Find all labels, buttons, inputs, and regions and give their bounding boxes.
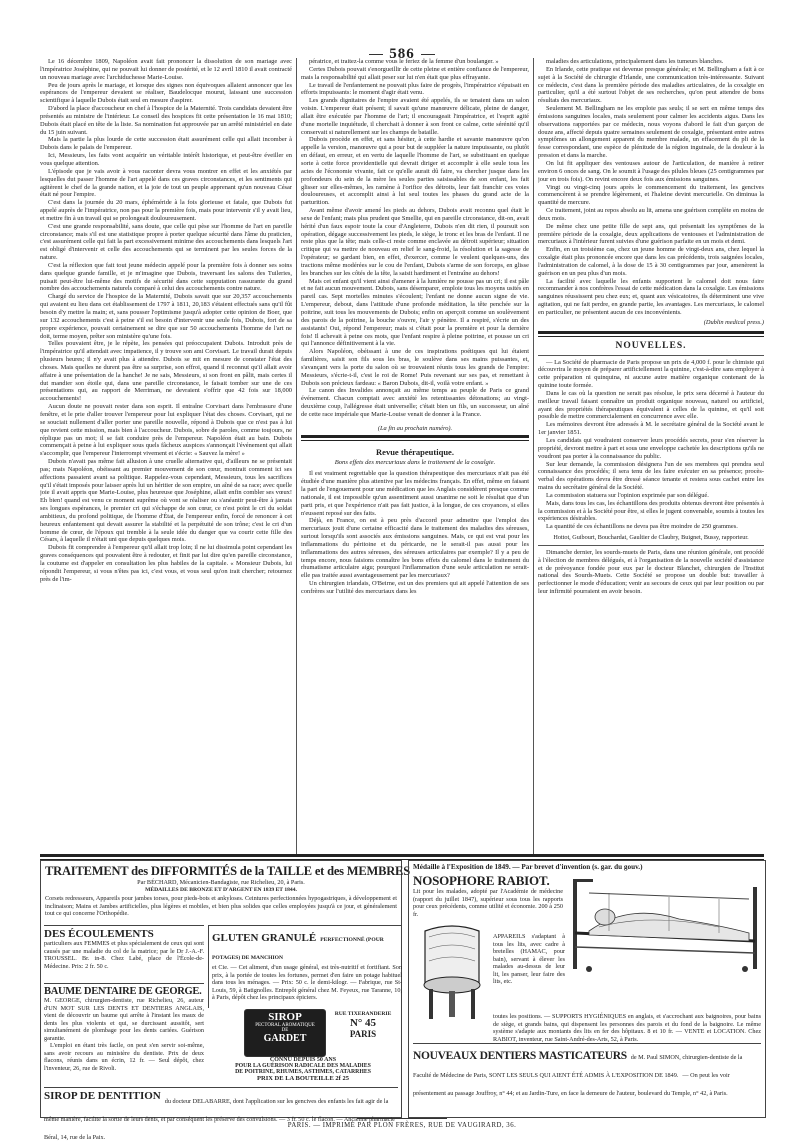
section-divider	[301, 435, 529, 441]
ad-block-right	[408, 860, 766, 1118]
ad-ecoulements	[44, 925, 204, 970]
sirop-name: SIROP	[268, 1011, 302, 1023]
ad-title: Médaille à l'Exposition de 1849. — Par brevet d'invention (s. gar. du gouv.)	[413, 863, 643, 871]
column-divider	[533, 58, 534, 854]
commode-chair-illustration	[415, 923, 489, 1023]
ad-sirop-gardet	[208, 1009, 398, 1083]
paragraph: Dimanche dernier, les sourds-muets de Paris, dans une réunion générale, ont procédé à l'élection de membres délégués, et à l'organisation de la nouvelle société d'assistance et de prévoyance fondée pour eux par le docteur Blanchet, chirurgien de l'Institut national des Sourds-Muets. Cette Société se propose un double but: travailler à perfectionner le mode d'éducation; venir au secours de ceux qui par leur position ou par leur infirmité pourraient en avoir besoin.	[538, 548, 764, 596]
column-3	[538, 58, 764, 854]
ad-body: particuliers aux FEMMES et plus spécialement de ceux qui sont causés par une maladie du col de la matrice; par le Dr J.-A.-F. TROUSSEL. Br. in-8. Chez Labé, place de l'École-de-Médecine. Prix: 2 fr. 50 c.	[44, 940, 204, 970]
paragraph: Le 16 décembre 1809, Napoléon avait fait prononcer la dissolution de son mariage avec l'impératrice Joséphine, qui ne pouvait lui donner de postérité, et le 12 avril 1810 il avait contracté un nouveau mariage avec l'archiduchesse Marie-Louise.	[40, 58, 292, 81]
signatories: Hottot, Guibourt, Bouchardat, Gaultier de Claubry, Buignet, Bussy, rapporteur.	[553, 534, 749, 542]
paragraph: La quantité de ces échantillons ne devra pas être moindre de 250 grammes.	[546, 523, 738, 531]
paragraph: Ce traitement, joint au repos absolu au lit, amena une guérison complète en moins de deux mois.	[538, 207, 764, 222]
paragraph: Les mémoires devront être adressés à M. le secrétaire général de la Société avant le 1er janvier 1851.	[538, 421, 764, 437]
revue-subtitle: Bons effets des mercuriaux dans le traitement de la coxalgie.	[334, 458, 496, 466]
paragraph: Peu de jours après le mariage, et lorsque des signes non équivoques allaient annoncer que les espérances de l'empereur devaient se réaliser, Baudelocque mourut, laissant une succession scientifique à laquelle Dubois était seul en mesure d'aspirer.	[40, 81, 292, 105]
ad-body: M. GEORGE, chirurgien-dentiste, rue Richelieu, 26, auteur d'UN MOT SUR LES DENTS ET DENTIERS ANGLAIS, vient de découvrir un baume qui arrête à l'instant les maux de dents les plus violents et qui, se durcissant aussitôt, sert simultanément de plombage pour les dents cariées. Guérison garantie.	[44, 997, 204, 1042]
paragraph: Il est vraiment regrettable que la question thérapeutique des mercuriaux n'ait pas été étudiée d'une manière plus attentive par les médecins français. En effet, même en faisant la part de l'engouement pour une médication que les Anglais considèrent presque comme nationale, il est impossible qu'un assentiment aussi unanime ne soit le résultat que d'un parti pris, et que l'expérience n'ait pas fait justice, à la longue, de ces croyances, si elles n'eussent reposé sur des faits.	[301, 470, 529, 517]
divider	[538, 355, 764, 356]
appareils-body: toutes les positions. — SUPPORTS HYGIÉNIQUES en anglais, et s'accrochant aux baignoires, pour bains de siège, et grands bains, qui dispensent les personnes des parois et du fond de la baignoire. Le même système s'adapte aux montants des lits en fer des hôpitaux. 8 et 10 fr. — VENTE et LOCATION. Chez RABIOT, inventeur, rue Saint-André-des-Arts, 52, à Paris.	[493, 1013, 761, 1043]
paragraph: Dubois procède en effet, et sans hésiter, à cette hardie et savante manœuvre qu'on appelle la version, manœuvre qui a pour but de suppléer la nature impuissante, ou plutôt en défaut, en erreur, et en vertu de laquelle l'homme de l'art, se substituant en quelque sorte à cette force providentielle qui devrait diriger et accomplir à elle seule tous les actes de l'économie vivante, fait ce qu'elle aurait dû faire, va chercher jusque dans les profondeurs du sein de la mère les seules parties saisissables de son enfant, les fait glisser sur elles-mêmes, les ramène à l'orifice des détroits, leur fait franchir ces voies douloureuses, et accomplit ainsi à lui seul toutes les phases du grand acte de la parturition.	[301, 136, 529, 207]
column-2	[301, 58, 529, 854]
paragraph: Alors Napoléon, obéissant à une de ces inspirations poétiques qui lui étaient familières, saisit son fils sous les bras, le soulève dans ses mains puissantes, et, s'avançant vers la porte du salon où se trouvaient réunis tous les grands de l'empire: Messieurs, s'écrie-t-il, c'est le roi de Rome! Puis revenant sur ses pas, et remettant à Dubois son précieux fardeau: « Baron Dubois, dit-il, voilà votre enfant. »	[301, 348, 529, 387]
imprint-footer: PARIS. — IMPRIMÉ PAR PLON FRÈRES, RUE DE VAUGIRARD, 36.	[40, 1118, 764, 1129]
paragraph: Ici, Messieurs, les faits vont acquérir un véritable intérêt historique, et peut-être éveiller en vous quelque attention.	[40, 152, 292, 167]
paragraph: Chargé du service de l'hospice de la Maternité, Dubois savait que sur 20,357 accouchements qui avaient eu lieu dans cet établissement de 1797 à 1811, 20,183 s'étaient effectués sans qu'il fût besoin d'y mettre la main; et, sans pousser l'optimisme jusqu'à adopter cette opinion de Boer, que sur 132 accouchements c'est à peine s'il est besoin d'intervenir une seule fois, Dubois, fort de sa propre expérience, pouvait certainement se dire que sur 50 accouchements l'homme de l'art ne doit, terme moyen, prêter son ministère qu'une fois.	[40, 293, 292, 340]
paragraph: Déjà, en France, on est à peu près d'accord pour admettre que l'emploi des mercuriaux jouit d'une certaine efficacité dans le traitement des maladies des séreuses, surtout lorsqu'ils sont associés aux émissions sanguines. Mais, ce qui est vrai pour les inflammations du péritoine et du péricarde, ne le serait-il pas aussi pour les inflammations des autres séreuses, des séreuses articulaires par exemple? Il y a peu de temps encore, nous faisions connaître les bons effets du calomel dans le traitement du rhumatisme articulaire aigu; pourquoi l'inflammation d'une seule articulation ne serait-elle pas traitée aussi avantageusement par les mercuriaux?	[301, 517, 529, 580]
sirop-label	[244, 1009, 326, 1057]
ad-title: DES ÉCOULEMENTS	[44, 928, 154, 940]
paragraph: Mais, dans tous les cas, les échantillons des produits obtenus devront être présentés à la commission et à la Société pour être, si elles le jugent convenable, soumis à toutes les expériences désirables.	[538, 499, 764, 523]
ad-sirop-dentition	[44, 1087, 398, 1144]
paragraph: Seulement M. Bellingham ne les emploie pas seuls; il se sert en même temps des émissions sanguines locales, mais seulement pour calmer les accidents aigus. Dans les observations rapportées par ce médecin, nous voyons d'abord le fait d'un garçon de douze ans, affecté depuis quatre semaines seulement de coxalgie, présentant entre autres symptômes un allongement apparent du membre malade, un effacement du pli de la fesse correspondant, une espèce de plénitude de la région inguinale, de la douleur à la pression et dans la marche.	[538, 105, 764, 160]
ad-body: Corsets redresseurs, Appareils pour jambes torses, pour pieds-bots et ankyloses. Ceintures perfectionnées hypogastriques, à développement et inclinaison; Mains et Jambes artificielles, plus légères et mobiles, et bien plus solides que celles employées jusqu'à ce jour, et généralement tout ce qui concerne l'Orthopédie.	[45, 895, 397, 917]
ad-bechard	[45, 864, 410, 918]
ad-medals: MÉDAILLES DE BRONZE ET D'ARGENT EN 1839 ET 1844.	[145, 886, 297, 893]
ad-title: TRAITEMENT des DIFFORMITÉS de la TAILLE et des MEMBRES	[45, 864, 410, 878]
column-1	[40, 58, 292, 854]
paragraph: Dubois n'avait pas même fait allusion à une cruelle alternative qui, d'ailleurs ne se présentait pas; mais Napoléon, obéissant au premier mouvement de son cœur, montrait comment ici ses affections passaient avant sa politique. Rappelez-vous cependant, Messieurs, tous les sacrifices qu'il s'était imposés pour laisser après lui un héritier de son empire, un aîné de sa race; avec quelle joie il avait appris que Marie-Louise, plus heureuse que Joséphine, allait enfin combler ses vœux! Eh bien! quand est venu ce moment suprême où vont se réaliser ou s'anéantir peut-être à jamais ses longues espérances, le premier cri qui s'échappe de son cœur, ce n'est point le cri du soldat ambitieux, du profond politique, de l'homme d'État, de l'empereur enfin, forcé de renoncer à cet heureux enfantement qui devait assurer la stabilité et la perpétuité de son trône; c'est le cri d'un homme de cœur, de l'époux qui tremble à la seule idée du danger que va courir cette fille des Césars, à laquelle il n'était uni que depuis quelques mois.	[40, 458, 292, 544]
divider	[538, 545, 764, 546]
paragraph: Dubois fit comprendre à l'empereur qu'il allait trop loin; il ne lui dissimula point cependant les graves conséquences qui pouvaient être à redouter, et finit par lui dire qu'en pareille circonstance, la coutume est d'appeler en consultation les plus habiles de la capitale. « Monsieur Dubois, lui répondit l'empereur, si vous n'êtes pas ici, c'est vous, et vous seul qu'on irait chercher; retournez près de l'im-	[40, 544, 292, 583]
article-columns	[40, 58, 764, 854]
ad-subtitle: Par BÉCHARD, Mécanicien-Bandagiste, rue Richelieu, 20, à Paris.	[137, 879, 305, 886]
sirop-number: N° 45	[349, 1017, 377, 1029]
section-divider	[538, 331, 764, 337]
paragraph: Mais la partie la plus lourde de cette succession était assurément celle qui allait incomber à Dubois dans le palais de l'empereur.	[40, 136, 292, 152]
paragraph: D'abord la place d'accoucheur en chef à l'hospice de la Maternité. Trois candidats devaient être présentés au ministre de l'intérieur. Le conseil des hospices fit cette présentation le 16 mai 1810; Dubois était placé en tête de la liste. Sa nomination fut approuvée par un arrêté ministériel en date du 15 juin suivant.	[40, 105, 292, 136]
paragraph: C'est une grande responsabilité, sans doute, que celle qui pèse sur l'homme de l'art en pareille circonstance; mais s'il est une statistique propre à porter quelque sécurité dans l'âme du praticien, c'est assurément celle qui fait la part excessivement minime des accouchements dans lesquels l'art est obligé d'intervenir et celle des accouchements qui se terminent par les seules forces de la nature.	[40, 222, 292, 262]
continued-note: (La fin au prochain numéro).	[377, 424, 453, 432]
paragraph: Vingt ou vingt-cinq jours après le commencement du traitement, les gencives commencèrent à se prendre légèrement, et l'haleine devint mercurielle. On diminua la quantité de mercure.	[538, 183, 764, 207]
paragraph: On lui fit appliquer des ventouses autour de l'articulation, de manière à retirer environ 6 onces de sang. On le soumit à l'usage des pilules bleues (25 centigrammes par jour en trois fois). On revint encore deux fois aux émissions sanguines.	[538, 159, 764, 183]
paragraph: La commission statuera sur l'opinion exprimée par son délégué.	[546, 491, 709, 499]
paragraph: Telles pouvaient être, je le répète, les pensées qui préoccupaient Dubois. Introduit près de l'impératrice qu'il attendait avec impatience, il y trouve son ami Corvisart. Le travail durait depuis plusieurs heures; il n'y avait plus à attendre. Dubois se mit en mesure de constater l'état des choses. Mais quelles ne durent pas être sa surprise, son effroi, quand il reconnut qu'il allait avoir affaire à une présentation de la hanche! Je ne sais, Messieurs, si son front en pâlit, mais certes il dut mandier son étoile qui, dans une pareille circonstance, le faisait tomber sur une de ces présentations qui, au rapport de Merriman, ne devraient s'offrir que 42 fois sur 18,000 accouchements!	[40, 340, 292, 403]
paragraph: Les grands dignitaires de l'empire avaient été appelés, ils se tenaient dans un salon voisin. L'empereur était présent; il savait qu'une manœuvre délicate, pleine de danger, allait être exécutée par l'homme de l'art; il encourageait l'impératrice, et l'esprit agité d'une mortelle inquiétude, il cherchait à donner à son front ce calme, cette sérénité qu'il conservait si naturellement sur les champs de bataille.	[301, 97, 529, 136]
nosophore-title: NOSOPHORE RABIOT.	[413, 873, 550, 888]
source-credit: (Dublin medical press.)	[703, 318, 764, 326]
sirop-street: RUE TIXERANDERIE	[334, 1011, 392, 1017]
revue-title: Revue thérapeutique.	[376, 446, 454, 457]
paragraph: — La Société de pharmacie de Paris propose un prix de 4,000 f. pour le chimiste qui découvrira le moyen de préparer artificiellement la quinine, c'est-à-dire sans employer à cette préparation ni quinquina, ni aucune autre matière organique contenant de la quinine toute formée.	[538, 358, 764, 390]
hospital-bed-illustration	[569, 873, 761, 973]
sirop-de: DE	[281, 1028, 289, 1033]
paragraph: Aucun doute ne pouvait rester dans son esprit. Il entraîne Corvisart dans l'embrasure d'une fenêtre, et le prie d'aller trouver l'empereur pour lui expliquer l'état des choses. Corvisart, qui ne se souciait nullement d'aller porter une pareille nouvelle, répond à Dubois que ce n'est pas à lui que revient cette mission, mais bien à l'accoucheur. Dubois, sobre de paroles, comme toujours, ne réplique pas un mot; il se fait conduire près de l'empereur. Napoléon était au bain. Dubois commençait à peine à lui expliquer sous quels fâcheux auspices s'annonçait l'événement qui allait s'accomplir, que l'empereur l'interrompt vivement et s'écrie: « Sauvez la mère! »	[40, 403, 292, 458]
paragraph: L'épisode que je vais avoir à vous raconter devra vous montrer en effet et les anxiétés par lesquelles dut passer l'homme de l'art appelé dans ces graves circonstances, et les sentiments qui agitèrent le chef de la grande nation, et la joie de tout un peuple apprenant qu'un nouveau César était né pour l'empire.	[40, 167, 292, 199]
sirop-poitrine: DE POITRINE, RHUMES, ASTHMES, CATARRHES	[235, 1069, 371, 1075]
ad-title: NOUVEAUX DENTIERS MASTICATEURS	[413, 1050, 627, 1062]
sirop-pectoral: PECTORAL AROMATIQUE	[255, 1023, 315, 1028]
paragraph: Les candidats qui voudraient conserver leurs procédés secrets, pour s'en réserver la propriété, devront mettre à part et sous une enveloppe cachetée les descriptions qu'ils ne voudront pas porter à la connaissance du public.	[538, 436, 764, 460]
sirop-gardet: GARDET	[263, 1033, 307, 1044]
sirop-city: PARIS	[349, 1029, 377, 1039]
sirop-pour: POUR LA GUÉRISON RADICALE DES MALADIES	[235, 1063, 371, 1069]
ad-body: et Cie. — Cet aliment, d'un usage général, est très-nutritif et fortifiant. Son prix, à la portée de toutes les fortunes, permet d'en faire un potage habituel dans tous les ménages. — Prix: 50 c. le demi-kilogr. — Fabrique, rue St-Louis, 59, à Batignolles. Entrepôt général chez M. Feyeux, rue Taranne, 10, à Paris, dépôt chez les principaux épiciers.	[212, 964, 402, 1001]
ad-title: BAUME DENTAIRE DE GEORGE.	[44, 986, 202, 997]
paragraph: Mais cet enfant qu'il vient ainsi d'amener à la lumière ne pousse pas un cri; il est pâle et ne fait aucun mouvement. Dubois, sans désemparer, emploie tous les moyens usités en pareil cas. Sept mortelles minutes s'écoulent; l'enfant ne donne aucun signe de vie. L'empereur, debout, dans l'attitude d'une profonde méditation, la tête penchée sur la poitrine, suit tous les mouvements de Dubois; enfin on aperçoit comme un soulèvement des parois de la poitrine, la bouche s'ouvre, l'air y pénètre. Il a respiré, s'écrie un des assistants! Oui, répond l'empereur; mais si c'était pour la première et pour la dernière fois! Il achevait à peine ces mots, que l'enfant respire à pleine poitrine, et pousse un cri qui l'annonce définitivement à la vie.	[301, 277, 529, 348]
ad-author: de M. Paul SIMON, chirurgien-dentiste de la Faculté de Médecine de Paris, SONT LES SEULS QUI AIENT ÉTÉ ADMIS À L'EXPOSITION DE 1849.	[413, 1054, 743, 1079]
paragraph: maladies des articulations, principalement dans les tumeurs blanches.	[546, 58, 724, 65]
ad-body: — On peut les voir présentement au passage Jouffroy, n° 44; et au Jardin-Ture, en face la demeure de l'auteur, boulevard du Temple, n° 42, à Paris.	[413, 1072, 730, 1097]
paragraph: C'est la réflexion que fait tout jeune médecin appelé pour la première fois à donner ses soins dans quelque grande famille, et je m'imagine que Dubois, traversant les salons des Tuileries, puisait peut-être lui-même des motifs de sécurité dans cette supputation rassurante du grand nombre des accouchements naturels comparé à celui des accouchements contre nature.	[40, 261, 292, 293]
paragraph: pératrice, et traitez-la comme vous le feriez de la femme d'un boulanger. »	[309, 58, 499, 65]
sirop-prix: PRIX DE LA BOUTEILLE 2f 25	[257, 1075, 349, 1082]
column-divider	[296, 58, 297, 854]
paragraph: En Irlande, cette pratique est devenue presque générale; et M. Bellingham a fait à ce sujet à la Société de chirurgie d'Irlande, une communication très-intéressante. Suivant ce médecin, c'est dans la première période des maladies articulaires, de la coxalgie en particulier, qu'il a été surtout l'objet de ses recherches, qu'on peut attendre de bons résultats des mercuriaux.	[538, 65, 764, 105]
paragraph: Certes Dubois pouvait s'enorgueillir de cette pleine et entière confiance de l'empereur, mais la responsabilité qui allait peser sur lui n'en était que plus effrayante.	[301, 65, 529, 81]
ad-title: SIROP DE DENTITION	[44, 1090, 161, 1102]
paragraph: La facilité avec laquelle les enfants supportent le calomel doit nous faire recommander à nos confrères l'essai de cette médication dans la coxalgie. Les émissions sanguines réussissent peu chez eux; et, quant aux vésicatoires, ils déterminent une vive agitation, qui ne fait perdre, en grande partie, les avantages. Les mercuriaux, le calomel en particulier, ne présentent aucun de ces inconvénients.	[538, 277, 764, 316]
ad-title: GLUTEN GRANULÉ	[212, 932, 317, 944]
sirop-address	[328, 1011, 398, 1039]
sirop-connu: CONNU DEPUIS 50 ANS	[269, 1057, 337, 1063]
nouvelles-title: NOUVELLES.	[615, 340, 687, 351]
paragraph: C'est dans la journée du 20 mars, éphéméride à la fois glorieuse et fatale, que Dubois fut appelé auprès de l'impératrice, non pas pour la première fois, mais pour intervenir s'il y avait lieu, et mettre fin à un travail qui se prolongeait douloureusement.	[40, 199, 292, 222]
paragraph: Sur leur demande, la commission désignera l'un de ses membres qui prendra seul connaissance des procédés; il sera tenu de les faire exécuter en sa présence; procès-verbal des opérations devra être dressé séance tenante et restera sous cachet entre les mains du secrétaire général de la Société.	[538, 460, 764, 492]
nosophore-body: Lit pour les malades, adopté par l'Académie de médecine (rapport du juillet 1847), supérieur sous tous les rapports pour ceux précédents, comme utilité et économie. 200 à 250 fr.	[413, 888, 563, 918]
paragraph: Le travail de l'enfantement ne pouvait plus faire de progrès, l'impératrice s'épuisait en efforts impuissants: le moment d'agir était venu.	[301, 81, 529, 97]
paragraph: Le canon des Invalides annonçait au même temps au peuple de Paris ce grand événement. Chacun comptait avec anxiété les retentissantes détonations; au vingt-deuxième coup, l'allégresse était universelle; c'était bien un fils, un successeur, un aîné de cette race impériale que Marie-Louise venait de donner à la France.	[301, 387, 529, 418]
page-number: 586	[40, 46, 764, 63]
paragraph: Dans le cas où la question ne serait pas résolue, le prix sera décerné à l'auteur du meilleur travail faisant connaître un produit organique nouveau, naturel ou artificiel, ayant des propriétés thérapeutiques équivalent à celles de la quinine, et qu'il soit possible de mettre commercialement en concurrence avec elle.	[538, 389, 764, 421]
paragraph: De même chez une petite fille de sept ans, qui présentait les symptômes de la première période de la coxalgie, deux applications de ventouses et l'administration de mercuriaux à l'intérieur furent suivies d'une guérison parfaite en un mois et demi.	[538, 222, 764, 246]
ad-gluten	[208, 925, 402, 1008]
appareils-text: APPAREILS s'adaptant à tous les lits, avec cadre à bretelles (HAMAC, pour bain), servant à élever les malades au-dessus de leur lit, les panser, leur faire des lits, etc.	[493, 933, 565, 985]
newspaper-page	[40, 38, 764, 1141]
ad-dentiers	[413, 1043, 761, 1100]
ad-baume	[44, 983, 204, 1072]
ad-subtitle: PERFECTIONNÉ (POUR POTAGES) DE MANCHION	[212, 937, 384, 961]
paragraph: Un chirurgien irlandais, O'Beirne, est un des premiers qui ait appelé l'attention de ses confrères sur l'utilité des mercuriaux dans les	[301, 580, 529, 595]
ad-body: L'emploi en étant très facile, on peut s'en servir soi-même, sans avoir recours au ministère du dentiste. Prix de deux flacons, réunis dans un écrin, 12 fr. — Seul dépôt, chez l'inventeur, 26, rue de Rivoli.	[44, 1042, 204, 1072]
sirop-claims	[208, 1057, 398, 1082]
ad-body: du docteur DELABARRE, dont l'application sur les gencives des enfants les fait agir de la même manière, facilite la sortie de leurs dents, et par conséquent les préserve des convulsions. — 3 fr. 50 c. le flacon. — Ancienne pharmacie Béral, 14, rue de la Paix.	[44, 1098, 395, 1141]
paragraph: Avant même d'avoir amené les pieds au dehors, Dubois avait reconnu quel était le sexe de l'enfant; mais plus prudent que Smellie, qui en pareille circonstance, dit-on, avait hérité d'un faux espoir toute la cour d'Angleterre, Dubois n'en dit rien, il poursuit son opération, dégage successivement les pieds, le siège, le tronc et les bras de l'enfant. Il ne reste plus que la tête; mais celle-ci reste comme enclavée au détroit supérieur; situation critique qui va mettre de nouveau en relief le sang-froid, la résolution et la sagesse de l'opérateur; se gardant bien, en effet, d'exercer, comme le veulent quelques-uns, des tractions même modérées sur le cou de l'enfant, Dubois s'arme de son forceps, en glisse les branches sur les côtés de la tête, la saisit hardiment et l'entraîne au dehors!	[301, 207, 529, 277]
paragraph: Enfin, en un troisième cas, chez un jeune homme de vingt-deux ans, chez lequel la coxalgie était plus prononcée encore que dans les cas précédents, trois saignées locales, l'administration de calomel, à la dose de 15 à 30 centigrammes par jour, amenèrent la guérison en un peu plus d'un mois.	[538, 246, 764, 277]
